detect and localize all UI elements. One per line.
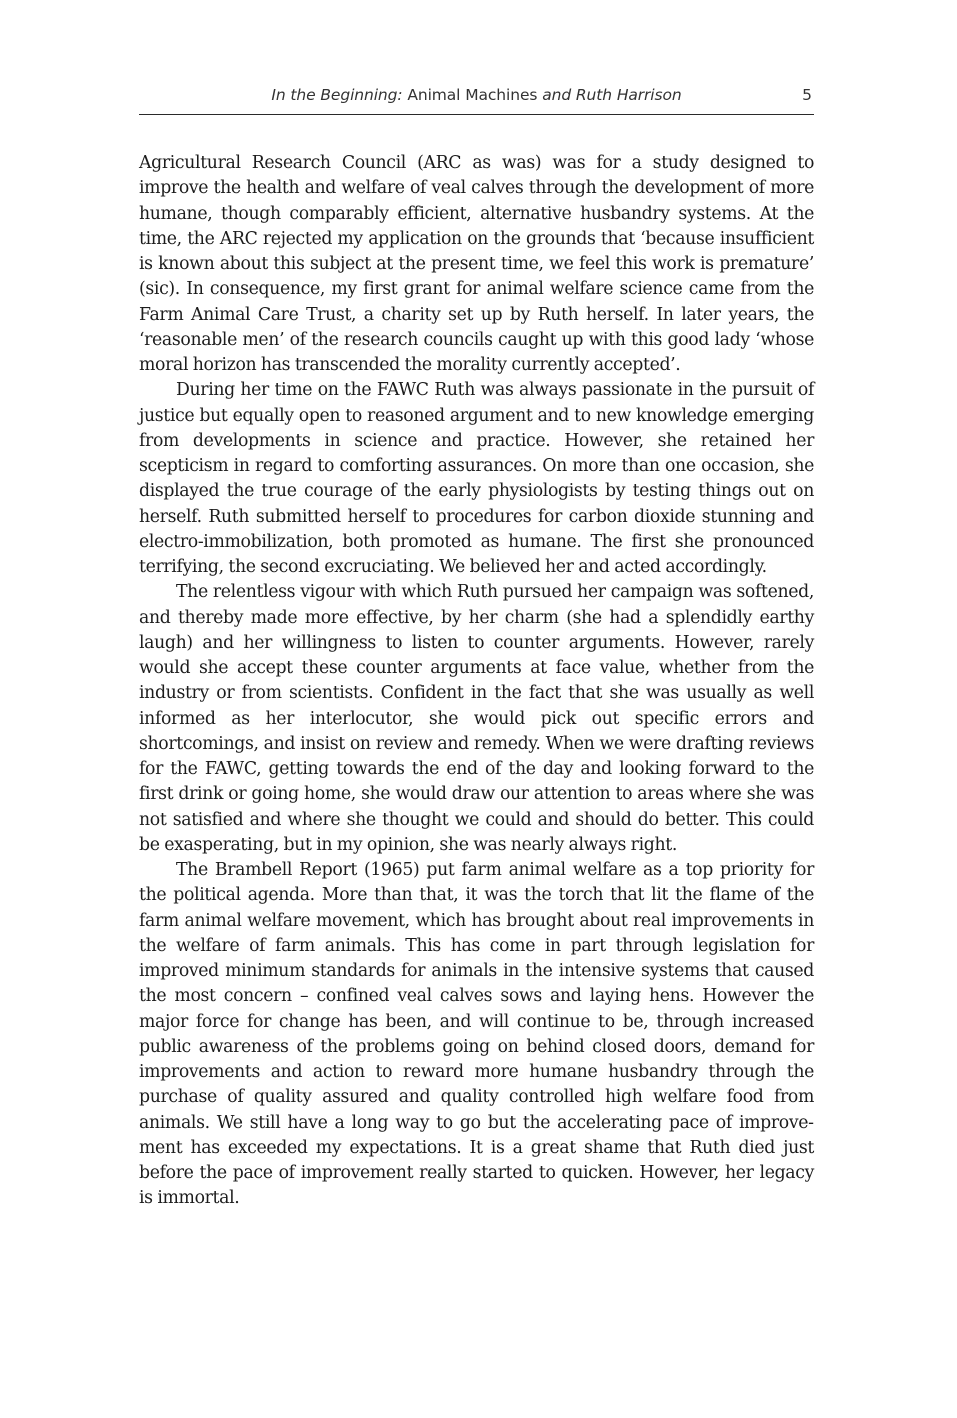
page-number: 5 — [802, 86, 812, 104]
running-title — [139, 86, 814, 104]
running-title-part3: and Ruth Harrison — [542, 86, 682, 104]
running-title-part2: Animal Machines — [402, 86, 543, 104]
running-title-part1: In the Beginning: — [271, 86, 403, 104]
paragraph: The Brambell Report (1965) put farm animal welfare as a top priority for the political agenda. More than that, it was the torch that lit the flame of the farm animal welfare movement, which has brought about real improvements in the welfare of farm animals. This has come in part through legislation for improved minimum standards for animals in the intensive systems that caused the most concern – confined veal calves sows and laying hens. However the major force for change has been, and will continue to be, through increased public awareness of the problems going on behind closed doors, demand for improvements and action to reward more humane husbandry through the purchase of quality assured and quality controlled high welfare food from animals. We still have a long way to go but the accelerating pace of improvement has exceeded my expectations. It is a great shame that Ruth died just before the pace of improvement really started to quicken. However, her legacy is immortal. — [139, 860, 814, 1209]
paragraph: During her time on the FAWC Ruth was always passionate in the pursuit of justice but equally open to reasoned argument and to new knowledge emerging from developments in science and practice. However, she retained her scepticism in regard to comforting assurances. On more than one occasion, she displayed the true courage of the early physiologists by testing things out on herself. Ruth submitted herself to procedures for carbon dioxide stunning and electro-immobilization, both promoted as humane. The first she pronounced terrifying, the second excruciating. We believed her and acted accordingly. — [139, 380, 814, 577]
body-text — [139, 151, 814, 1212]
paragraph: The relentless vigour with which Ruth pursued her campaign was softened, and thereby made more effective, by her charm (she had a splendidly earthy laugh) and her willingness to listen to counter arguments. However, rarely would she accept these counter arguments at face value, whether from the industry or from scientists. Confident in the fact that she was usually as well informed as her interlocutor, she would pick out specific errors and shortcomings, and insist on review and remedy. When we were drafting reviews for the FAWC, getting towards the end of the day and looking forward to the first drink or going home, she would draw our attention to areas where she was not satisfied and where she thought we could and should do better. This could be exasperating, but in my opinion, she was nearly always right. — [139, 582, 814, 855]
running-header — [139, 84, 814, 115]
paragraph: Agricultural Research Council (ARC as was) was for a study designed to improve the health and welfare of veal calves through the development of more humane, though comparably efficient, alternative husbandry systems. At the time, the ARC rejected my application on the grounds that ‘because insufficient is known about this subject at the present time, we feel this work is premature’ (sic). In consequence, my first grant for animal welfare science came from the Farm Animal Care Trust, a charity set up by Ruth herself. In later years, the ‘reasonable men’ of the research councils caught up with this good lady ‘whose moral horizon has transcended the morality currently accepted’. — [139, 153, 814, 375]
